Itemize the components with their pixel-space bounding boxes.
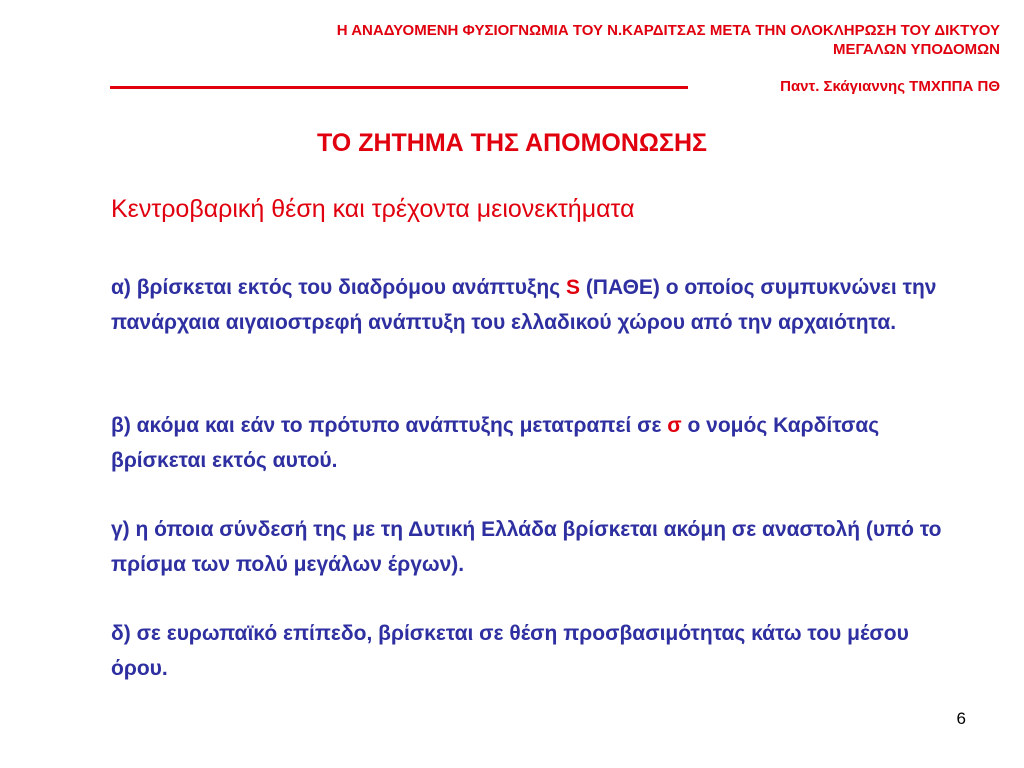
paragraph-a-highlight: S: [565, 276, 580, 299]
paragraph-a: [111, 270, 971, 340]
paragraph-a-text-end: (ΠΑΘΕ) ο οποίος συμπυκνώνει την πανάρχαια αιγαιοστρεφή ανάπτυξη του ελλαδικού χώρου από την αρχαιότητα.: [111, 276, 937, 334]
paragraph-a-text-start: α) βρίσκεται εκτός του διαδρόμου ανάπτυξης: [111, 276, 566, 299]
header-title-line1: Η ΑΝΑΔΥΟΜΕΝΗ ΦΥΣΙΟΓΝΩΜΙΑ ΤΟΥ Ν.ΚΑΡΔΙΤΣΑΣ ΜΕΤΑ ΤΗΝ ΟΛΟΚΛΗΡΩΣΗ ΤΟΥ ΔΙΚΤΥΟΥ: [336, 22, 1000, 39]
header-title: [100, 21, 1000, 59]
slide-title: ΤΟ ΖΗΤΗΜΑ ΤΗΣ ΑΠΟΜΟΝΩΣΗΣ: [316, 129, 707, 157]
paragraph-b-highlight: σ: [667, 414, 682, 437]
paragraph-b-text-start: β) ακόμα και εάν το πρότυπο ανάπτυξης μετατραπεί σε: [111, 414, 668, 437]
paragraph-b: [111, 408, 971, 478]
paragraph-c: γ) η όποια σύνδεσή της με τη Δυτική Ελλάδα βρίσκεται ακόμη σε αναστολή (υπό το πρίσμα των πολύ μεγάλων έργων).: [111, 518, 942, 576]
slide-subtitle: Κεντροβαρική θέση και τρέχοντα μειονεκτήματα: [111, 195, 635, 223]
header-author: Παντ. Σκάγιαννης ΤΜΧΠΠΑ ΠΘ: [780, 78, 1000, 95]
paragraph-b-text-end: ο νομός Καρδίτσας βρίσκεται εκτός αυτού.: [111, 414, 880, 472]
slide-number: 6: [956, 709, 966, 728]
header-divider: [110, 86, 688, 89]
header-title-line2: ΜΕΓΑΛΩΝ ΥΠΟΔΟΜΩΝ: [833, 41, 1000, 58]
paragraph-d: δ) σε ευρωπαϊκό επίπεδο, βρίσκεται σε θέση προσβασιμότητας κάτω του μέσου όρου.: [111, 622, 909, 680]
